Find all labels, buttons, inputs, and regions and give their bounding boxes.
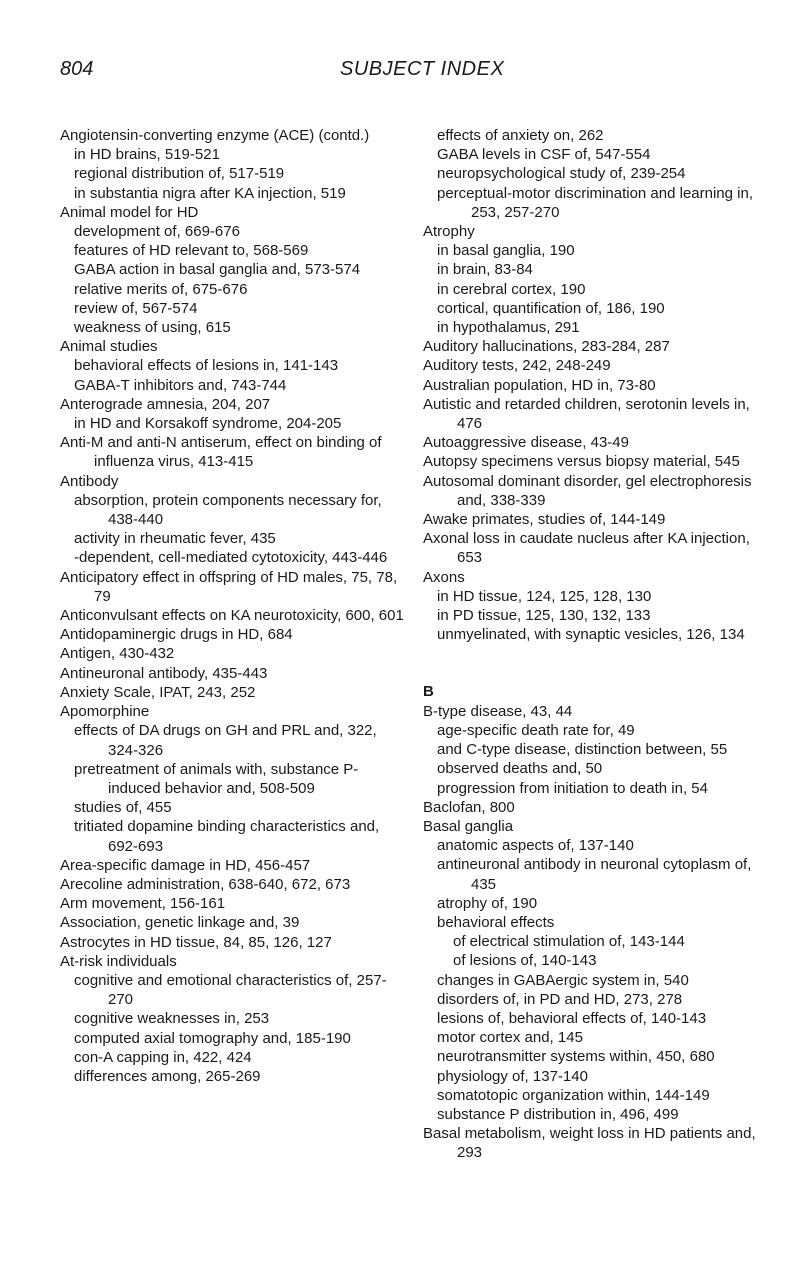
index-subentry: in HD brains, 519-521 <box>74 146 220 164</box>
index-subentry: observed deaths and, 50 <box>437 760 603 778</box>
index-subentry: pretreatment of animals with, substance P-induced behavior and, 508-509 <box>74 760 359 797</box>
index-entry: Autopsy specimens versus biopsy material, 545 <box>423 453 740 471</box>
index-subentry: relative merits of, 675-676 <box>74 280 248 298</box>
index-subentry: behavioral effects <box>437 913 555 931</box>
index-entry: Autoaggressive disease, 43-49 <box>423 434 629 452</box>
index-subentry: GABA action in basal ganglia and, 573-574 <box>74 261 361 279</box>
index-subentry: neurotransmitter systems within, 450, 680 <box>437 1048 715 1066</box>
index-entry: Basal metabolism, weight loss in HD patients and, 293 <box>423 1125 756 1162</box>
index-entry: Axons <box>423 568 465 586</box>
index-subentry: weakness of using, 615 <box>74 319 231 337</box>
index-subentry: -dependent, cell-mediated cytotoxicity, 443-446 <box>74 549 388 567</box>
index-entry: Association, genetic linkage and, 39 <box>60 914 300 932</box>
index-subentry: in cerebral cortex, 190 <box>437 280 586 298</box>
index-subentry: in hypothalamus, 291 <box>437 319 580 337</box>
index-subentry: computed axial tomography and, 185-190 <box>74 1029 351 1047</box>
index-subentry: of lesions of, 140-143 <box>453 952 597 970</box>
index-subentry: somatotopic organization within, 144-149 <box>437 1086 710 1104</box>
index-entry: Atrophy <box>423 223 475 241</box>
index-subentry: motor cortex and, 145 <box>437 1029 583 1047</box>
index-column-left <box>60 126 405 1086</box>
index-entry: Antineuronal antibody, 435-443 <box>60 664 268 682</box>
index-subentry: in HD tissue, 124, 125, 128, 130 <box>437 587 652 605</box>
index-entry: Axonal loss in caudate nucleus after KA injection, 653 <box>423 530 750 567</box>
index-subentry: activity in rheumatic fever, 435 <box>74 530 276 548</box>
running-title: SUBJECT INDEX <box>340 58 505 80</box>
index-subentry: in substantia nigra after KA injection, 519 <box>74 184 346 202</box>
index-subentry: effects of DA drugs on GH and PRL and, 322, 324-326 <box>74 722 377 759</box>
index-subentry: development of, 669-676 <box>74 223 240 241</box>
index-subentry: cognitive and emotional characteristics of, 257-270 <box>74 971 387 1009</box>
index-entry: Anxiety Scale, IPAT, 243, 252 <box>60 683 256 701</box>
index-subentry: absorption, protein components necessary for, 438-440 <box>74 491 382 529</box>
index-subentry: disorders of, in PD and HD, 273, 278 <box>437 990 683 1008</box>
index-subentry: GABA-T inhibitors and, 743-744 <box>74 376 287 394</box>
index-entry: Angiotensin-converting enzyme (ACE) (contd.) <box>60 127 370 144</box>
index-subentry: effects of anxiety on, 262 <box>437 127 604 144</box>
index-subentry: in brain, 83-84 <box>437 261 533 279</box>
index-entry: Astrocytes in HD tissue, 84, 85, 126, 127 <box>60 933 332 951</box>
index-subentry: and C-type disease, distinction between, 55 <box>437 741 728 759</box>
index-entry: Baclofan, 800 <box>423 798 515 816</box>
index-entry: Auditory tests, 242, 248-249 <box>423 357 611 375</box>
index-subentry: anatomic aspects of, 137-140 <box>437 837 634 855</box>
index-subentry: cognitive weaknesses in, 253 <box>74 1010 270 1028</box>
index-entry: Anticipatory effect in offspring of HD males, 75, 78, 79 <box>60 568 398 605</box>
index-subentry: substance P distribution in, 496, 499 <box>437 1105 679 1123</box>
index-entry: Antidopaminergic drugs in HD, 684 <box>60 626 293 644</box>
index-subentry: unmyelinated, with synaptic vesicles, 126, 134 <box>437 626 745 644</box>
index-subentry: GABA levels in CSF of, 547-554 <box>437 146 651 164</box>
index-entry: Animal model for HD <box>60 203 199 221</box>
index-subentry: age-specific death rate for, 49 <box>437 721 635 739</box>
index-entry: Antigen, 430-432 <box>60 645 175 663</box>
index-subentry: in basal ganglia, 190 <box>437 242 575 260</box>
index-entry: B-type disease, 43, 44 <box>423 702 573 720</box>
index-entry: Anticonvulsant effects on KA neurotoxicity, 600, 601 <box>60 607 404 625</box>
page-number: 804 <box>60 58 94 80</box>
page-header <box>0 58 800 88</box>
index-column-right <box>423 126 768 1163</box>
index-subentry: features of HD relevant to, 568-569 <box>74 242 309 260</box>
index-entry: Basal ganglia <box>423 817 514 835</box>
index-entry: Awake primates, studies of, 144-149 <box>423 511 666 529</box>
index-subentry: progression from initiation to death in, 54 <box>437 779 708 797</box>
index-entry: Area-specific damage in HD, 456-457 <box>60 856 311 874</box>
index-entry: Autistic and retarded children, serotonin levels in, 476 <box>423 395 750 433</box>
index-entry: Autosomal dominant disorder, gel electrophoresis and, 338-339 <box>423 472 752 509</box>
index-subentry: regional distribution of, 517-519 <box>74 165 285 183</box>
index-subentry: perceptual-motor discrimination and learning in, 253, 257-270 <box>437 184 753 221</box>
index-subentry: neuropsychological study of, 239-254 <box>437 165 686 183</box>
index-subentry: in PD tissue, 125, 130, 132, 133 <box>437 607 651 625</box>
index-entry: Animal studies <box>60 338 158 356</box>
section-letter: B <box>423 683 434 701</box>
index-entry: Apomorphine <box>60 703 150 721</box>
index-subentry: cortical, quantification of, 186, 190 <box>437 299 665 317</box>
index-entry: Anterograde amnesia, 204, 207 <box>60 395 271 413</box>
index-entry: Arecoline administration, 638-640, 672, 673 <box>60 875 351 893</box>
index-subentry: differences among, 265-269 <box>74 1067 261 1085</box>
index-entry: At-risk individuals <box>60 952 177 970</box>
index-subentry: behavioral effects of lesions in, 141-143 <box>74 357 339 375</box>
index-entry: Auditory hallucinations, 283-284, 287 <box>423 338 670 356</box>
index-subentry: tritiated dopamine binding characteristics and, 692-693 <box>74 818 380 855</box>
index-subentry: of electrical stimulation of, 143-144 <box>453 933 685 951</box>
index-subentry: physiology of, 137-140 <box>437 1067 588 1085</box>
index-subentry: con-A capping in, 422, 424 <box>74 1048 252 1066</box>
index-subentry: in HD and Korsakoff syndrome, 204-205 <box>74 415 342 433</box>
index-subentry: studies of, 455 <box>74 799 172 817</box>
index-entry: Anti-M and anti-N antiserum, effect on binding of influenza virus, 413-415 <box>60 434 382 471</box>
index-entry: Antibody <box>60 472 119 490</box>
index-entry: Australian population, HD in, 73-80 <box>423 376 656 394</box>
index-subentry: lesions of, behavioral effects of, 140-143 <box>437 1009 707 1027</box>
index-subentry: antineuronal antibody in neuronal cytoplasm of, 435 <box>437 856 752 893</box>
index-subentry: changes in GABAergic system in, 540 <box>437 971 689 989</box>
index-subentry: atrophy of, 190 <box>437 894 538 912</box>
index-subentry: review of, 567-574 <box>74 299 198 317</box>
index-entry: Arm movement, 156-161 <box>60 895 226 913</box>
